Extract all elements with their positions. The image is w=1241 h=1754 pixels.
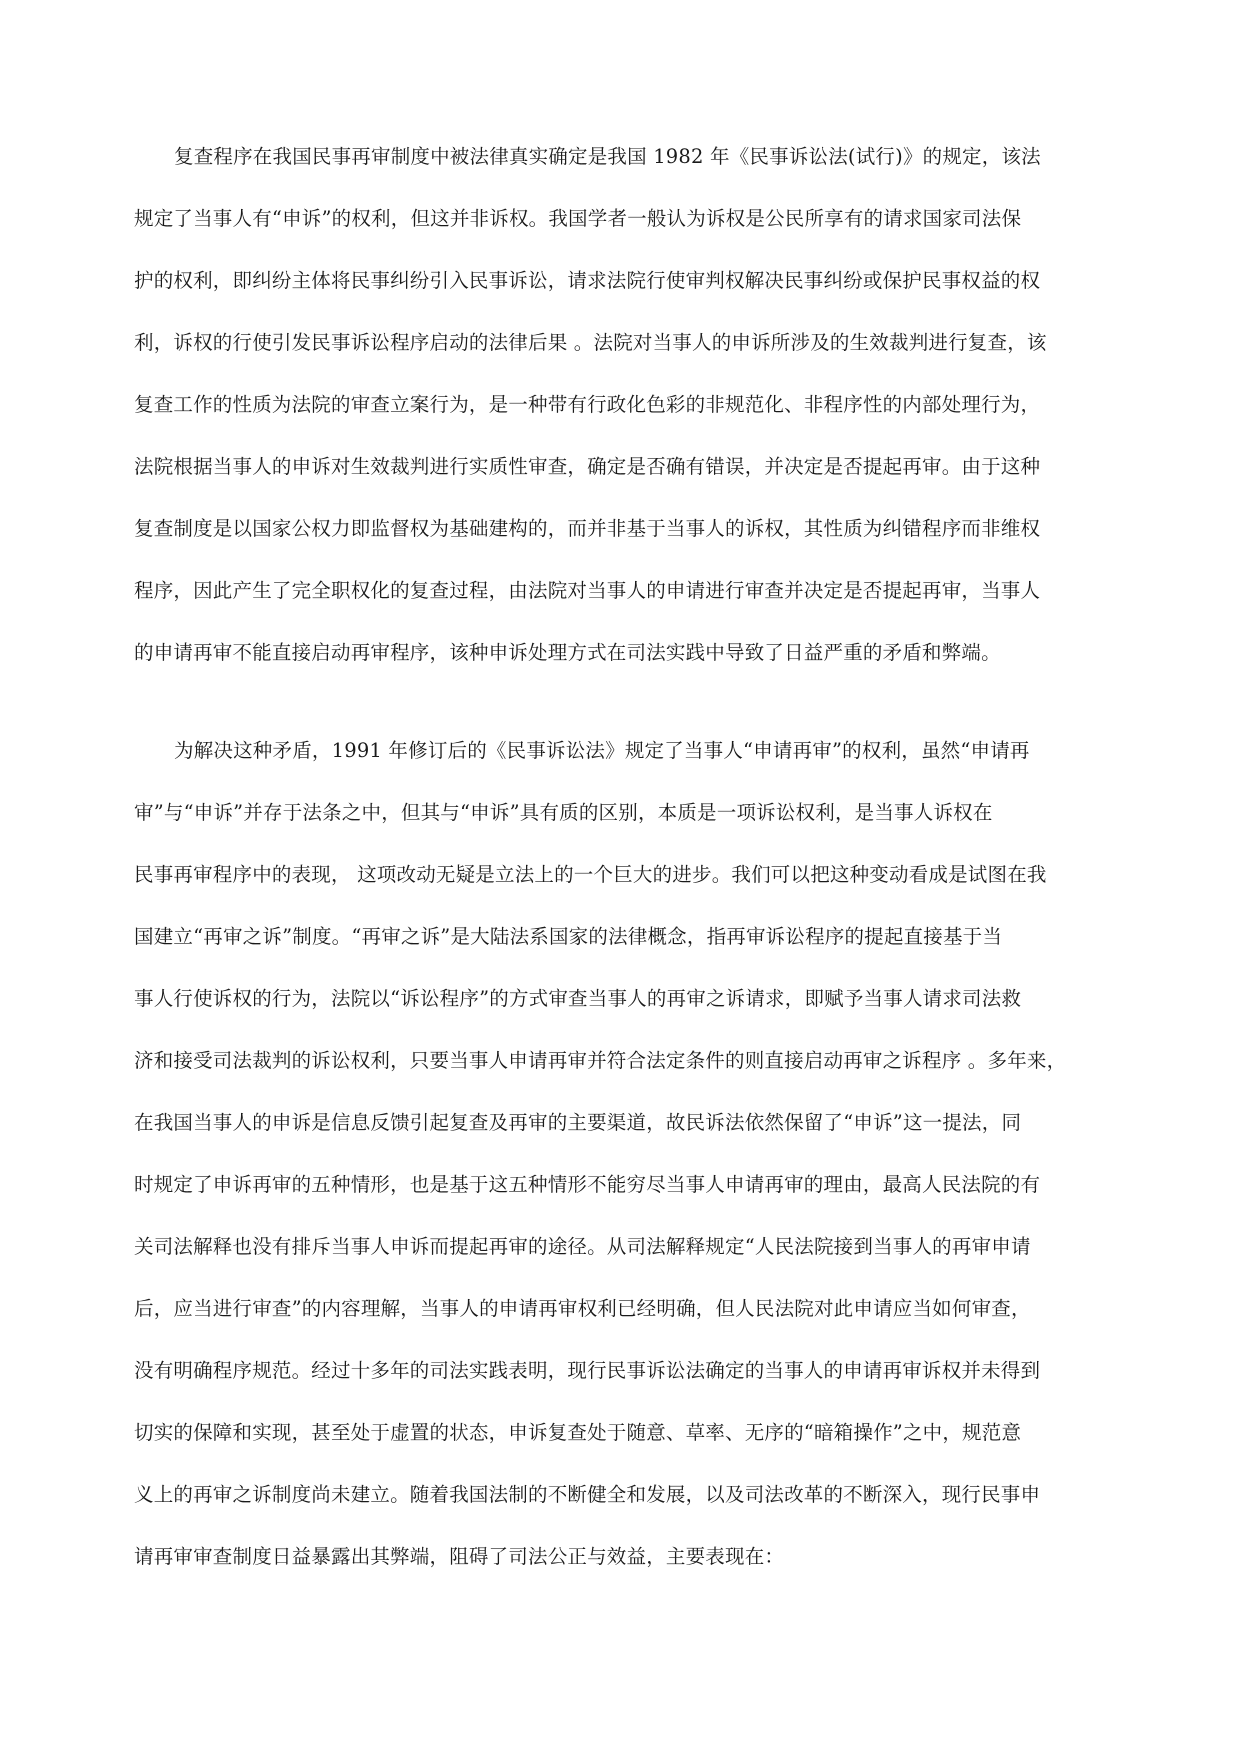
text-line: 利，诉权的行使引发民事诉讼程序启动的法律后果 。法院对当事人的申诉所涉及的生效裁判进行复查，该 bbox=[134, 331, 1047, 354]
text-line: 复查工作的性质为法院的审查立案行为，是一种带有行政化色彩的非规范化、非程序性的内部处理行为， bbox=[134, 393, 1041, 416]
text-line: 事人行使诉权的行为，法院以“诉讼程序”的方式审查当事人的再审之诉请求，即赋予当事人请求司法救 bbox=[134, 987, 1022, 1010]
text-line: 复查制度是以国家公权力即监督权为基础建构的，而并非基于当事人的诉权，其性质为纠错程序而非维权 bbox=[134, 517, 1041, 540]
text-line: 复查程序在我国民事再审制度中被法律真实确定是我国 1982 年《民事诉讼法(试行)》的规定，该法 bbox=[174, 145, 1041, 168]
text-line: 的申请再审不能直接启动再审程序，该种申诉处理方式在司法实践中导致了日益严重的矛盾和弊端。 bbox=[134, 641, 1001, 664]
text-line: 民事再审程序中的表现， 这项改动无疑是立法上的一个巨大的进步。我们可以把这种变动看成是试图在我 bbox=[134, 863, 1047, 886]
paragraph-2 bbox=[134, 720, 1132, 1588]
text-line: 没有明确程序规范。经过十多年的司法实践表明，现行民事诉讼法确定的当事人的申请再审诉权并未得到 bbox=[134, 1359, 1041, 1382]
text-line: 请再审审查制度日益暴露出其弊端，阻碍了司法公正与效益，主要表现在： bbox=[134, 1545, 785, 1568]
text-line: 关司法解释也没有排斥当事人申诉而提起再审的途径。从司法解释规定“人民法院接到当事人的再审申请 bbox=[134, 1235, 1031, 1258]
text-line: 规定了当事人有“申诉”的权利，但这并非诉权。我国学者一般认为诉权是公民所享有的请求国家司法保 bbox=[134, 207, 1022, 230]
text-line: 时规定了申诉再审的五种情形，也是基于这五种情形不能穷尽当事人申请再审的理由，最高人民法院的有 bbox=[134, 1173, 1041, 1196]
text-line: 审”与“申诉”并存于法条之中，但其与“申诉”具有质的区别，本质是一项诉讼权利，是当事人诉权在 bbox=[134, 801, 993, 824]
text-line: 义上的再审之诉制度尚未建立。随着我国法制的不断健全和发展，以及司法改革的不断深入，现行民事申 bbox=[134, 1483, 1041, 1506]
text-line: 国建立“再审之诉”制度。“再审之诉”是大陆法系国家的法律概念，指再审诉讼程序的提起直接基于当 bbox=[134, 925, 1003, 948]
text-line: 切实的保障和实现，甚至处于虚置的状态，申诉复查处于随意、草率、无序的“暗箱操作”之中，规范意 bbox=[134, 1421, 1022, 1444]
paragraph-1 bbox=[134, 126, 1132, 684]
text-line: 后，应当进行审查”的内容理解，当事人的申请再审权利已经明确，但人民法院对此申请应当如何审查， bbox=[134, 1297, 1031, 1320]
text-line: 护的权利，即纠纷主体将民事纠纷引入民事诉讼，请求法院行使审判权解决民事纠纷或保护民事权益的权 bbox=[134, 269, 1041, 292]
text-line: 程序，因此产生了完全职权化的复查过程，由法院对当事人的申请进行审查并决定是否提起再审，当事人 bbox=[134, 579, 1041, 602]
text-line: 在我国当事人的申诉是信息反馈引起复查及再审的主要渠道，故民诉法依然保留了“申诉”这一提法，同 bbox=[134, 1111, 1022, 1134]
text-line: 为解决这种矛盾，1991 年修订后的《民事诉讼法》规定了当事人“申请再审”的权利，虽然“申请再 bbox=[174, 739, 1030, 762]
text-line: 法院根据当事人的申诉对生效裁判进行实质性审查，确定是否确有错误，并决定是否提起再审。由于这种 bbox=[134, 455, 1041, 478]
text-line: 济和接受司法裁判的诉讼权利，只要当事人申请再审并符合法定条件的则直接启动再审之诉程序 。多年来， bbox=[134, 1049, 1067, 1072]
